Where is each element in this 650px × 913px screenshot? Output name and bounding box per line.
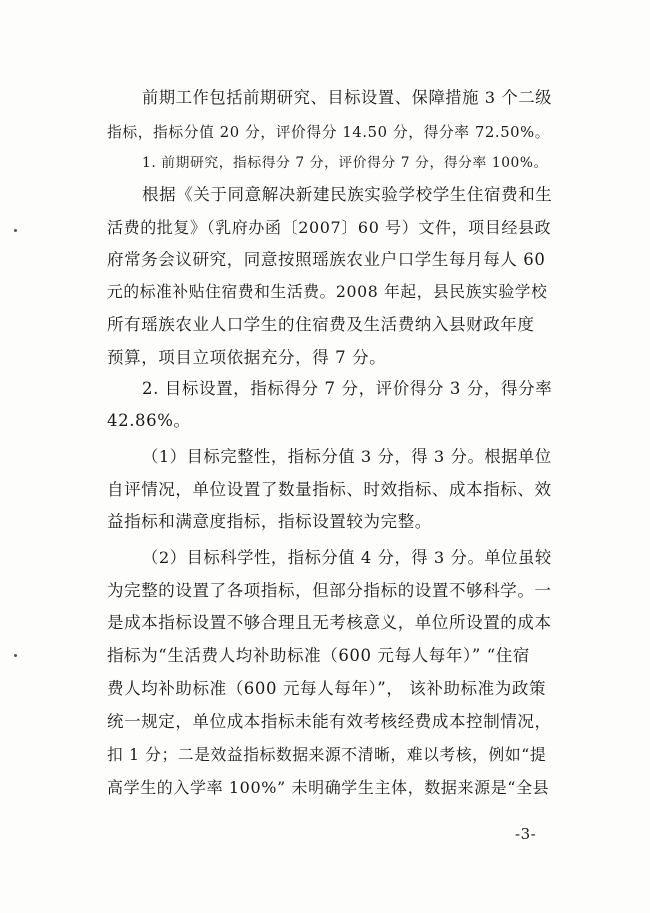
paragraph-line: 为完整的设置了各项指标，但部分指标的设置不够科学。一 bbox=[107, 581, 552, 600]
paragraph-line: 扣 1 分；二是效益指标数据来源不清晰，难以考核，例如“提 bbox=[107, 745, 547, 764]
paragraph-line: 42.86%。 bbox=[107, 411, 191, 430]
paragraph-line: 府常务会议研究，同意按照瑶族农业户口学生每月每人 60 bbox=[107, 250, 546, 269]
paragraph-line: 所有瑶族农业人口学生的住宿费及生活费纳入县财政年度 bbox=[107, 315, 535, 334]
paragraph-line: 预算，项目立项依据充分，得 7 分。 bbox=[107, 348, 387, 367]
paragraph-line: 统一规定，单位成本指标未能有效考核经费成本控制情况， bbox=[107, 712, 552, 731]
paragraph-line: 指标为“生活费人均补助标准（600 元每人每年）” “住宿 bbox=[107, 646, 530, 665]
scan-mark bbox=[14, 229, 17, 232]
paragraph-line: 前期工作包括前期研究、目标设置、保障措施 3 个二级 bbox=[142, 88, 553, 107]
paragraph-line: 活费的批复》（乳府办函〔2007〕60 号）文件，项目经县政 bbox=[107, 218, 552, 237]
paragraph-line: （2）目标科学性，指标分值 4 分，得 3 分。单位虽较 bbox=[142, 548, 552, 567]
paragraph-line: 1. 前期研究，指标得分 7 分，评价得分 7 分，得分率 100%。 bbox=[142, 155, 548, 171]
paragraph-line: （1）目标完整性，指标分值 3 分，得 3 分。根据单位 bbox=[142, 447, 552, 466]
paragraph-line: 费人均补助标准（600 元每人每年）”， 该补助标准为政策 bbox=[107, 679, 547, 698]
paragraph-line: 元的标准补贴住宿费和生活费。2008 年起，县民族实验学校 bbox=[107, 282, 548, 301]
paragraph-line: 益指标和满意度指标，指标设置较为完整。 bbox=[107, 512, 432, 531]
paragraph-line: 高学生的入学率 100%” 未明确学生主体，数据来源是“全县 bbox=[107, 778, 550, 797]
paragraph-line: 指标，指标分值 20 分，评价得分 14.50 分，得分率 72.50%。 bbox=[107, 124, 551, 141]
paragraph-line: 2. 目标设置，指标得分 7 分，评价得分 3 分，得分率 bbox=[142, 379, 553, 398]
paragraph-line: 根据《关于同意解决新建民族实验学校学生住宿费和生 bbox=[142, 185, 553, 204]
paragraph-line: 是成本指标设置不够合理且无考核意义，单位所设置的成本 bbox=[107, 613, 552, 632]
scan-mark bbox=[14, 654, 17, 657]
page-number: -3- bbox=[515, 825, 537, 843]
paragraph-line: 自评情况，单位设置了数量指标、时效指标、成本指标、效 bbox=[107, 480, 552, 499]
